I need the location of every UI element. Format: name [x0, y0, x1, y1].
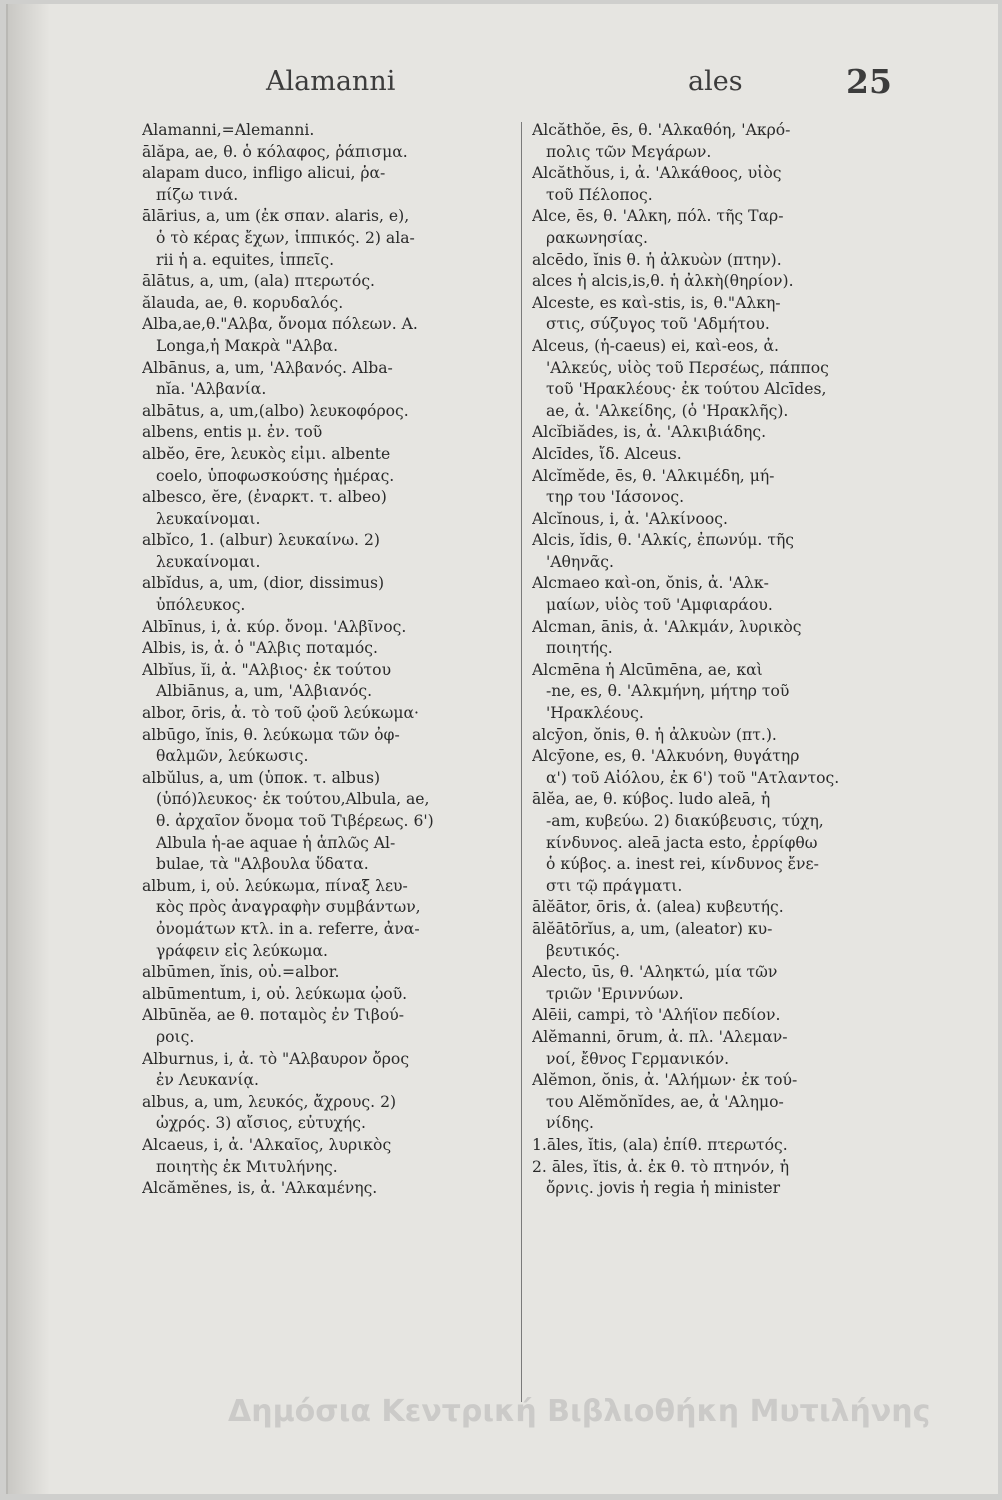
page-fold-shadow — [8, 4, 50, 1494]
entry-continuation-line: νίδης. — [546, 1114, 595, 1133]
entry-continuation-line: ποιητὴς ἐκ Μιτυλήνης. — [156, 1157, 338, 1176]
dictionary-entry-line: Alcămĕnes, is, ἀ. 'Αλκαμένης. — [142, 1179, 378, 1198]
dictionary-entry-line: Alĕmanni, ōrum, ἀ. πλ. 'Αλεμαν- — [532, 1027, 788, 1046]
entry-continuation-line: ὄρνις. jovis ἡ regia ἡ minister — [546, 1179, 781, 1198]
dictionary-entry-line: Alcmaeo καὶ-on, ŏnis, ἀ. 'Αλκ- — [532, 574, 769, 593]
dictionary-entry-line: Alĕmon, ŏnis, ἀ. 'Αλήμων· ἐκ τού- — [532, 1071, 798, 1090]
left-column — [142, 120, 514, 1200]
entry-continuation-line: bulae, τὰ "Αλβουλα ὕδατα. — [156, 855, 369, 874]
dictionary-entry-line: albus, a, um, λευκός, ἄχρους. 2) — [142, 1092, 397, 1111]
dictionary-entry-line: Alcĭbiădes, is, ἀ. 'Αλκιβιάδης. — [532, 423, 767, 442]
entry-continuation-line: ρακωνησίας. — [546, 228, 648, 247]
dictionary-entry-line: Alamanni,=Alemanni. — [142, 121, 315, 139]
dictionary-entry-line: alcēdo, ĭnis θ. ἡ ἀλκυὼν (πτην). — [532, 250, 782, 269]
dictionary-entry-line: Alba,ae,θ."Αλβα, ὄνομα πόλεων. A. — [142, 315, 418, 334]
dictionary-entry-line: albĭdus, a, um, (dior, dissimus) — [142, 574, 385, 593]
entry-continuation-line: ae, ἀ. 'Αλκείδης, (ὁ 'Ηρακλῆς). — [546, 401, 789, 420]
entry-continuation-line: nĭa. 'Αλβανία. — [156, 380, 267, 399]
entry-continuation-line: τοῦ 'Ηρακλέους· ἐκ τούτου Alcīdes, — [546, 380, 827, 399]
dictionary-entry-line: Alcĭmĕde, ēs, θ. 'Αλκιμέδη, μή- — [532, 466, 775, 485]
entry-continuation-line: βευτικός. — [546, 941, 621, 960]
entry-continuation-line: λευκαίνομαι. — [156, 509, 261, 528]
entry-continuation-line: (ὑπό)λευκος· ἐκ τούτου,Albula, ae, — [156, 790, 430, 809]
dictionary-entry-line: alces ἡ alcis,is,θ. ἡ ἀλκὴ(θηρίον). — [532, 272, 794, 291]
dictionary-entry-line: ālĕa, ae, θ. κύβος. ludo aleā, ἡ — [532, 790, 771, 809]
dictionary-entry-line: albūgo, ĭnis, θ. λεύκωμα τῶν ὀφ- — [142, 725, 400, 744]
dictionary-entry-line: Albānus, a, um, 'Αλβανός. Alba- — [142, 358, 393, 377]
dictionary-entry-line: albūmentum, i, οὐ. λεύκωμα ᾠοῦ. — [142, 984, 408, 1003]
dictionary-entry-line: ălauda, ae, θ. κορυδαλός. — [142, 293, 344, 312]
dictionary-entry-line: Alburnus, i, ἀ. τὸ "Αλβαυρον ὄρος — [142, 1049, 410, 1068]
entry-continuation-line: του Alĕmŏnĭdes, ae, ἀ 'Αλημο- — [546, 1092, 784, 1111]
entry-continuation-line: λευκαίνομαι. — [156, 552, 261, 571]
header-guide-word-left: Alamanni — [266, 66, 396, 97]
entry-continuation-line: κὸς πρὸς ἀναγραφὴν συμβάντων, — [156, 898, 421, 917]
entry-continuation-line: ποιητής. — [546, 639, 613, 658]
entry-continuation-line: Albiānus, a, um, 'Αλβιανός. — [156, 682, 373, 701]
dictionary-entry-line: Alēii, campi, τὸ 'Αλήϊον πεδίον. — [532, 1006, 781, 1025]
entry-continuation-line: Albula ἡ-ae aquae ἡ ἁπλῶς Al- — [156, 833, 396, 852]
dictionary-entry-line: Alcis, ĭdis, θ. 'Αλκίς, ἐπωνύμ. τῆς — [532, 531, 795, 550]
entry-continuation-line: γράφειν εἰς λεύκωμα. — [156, 941, 328, 960]
dictionary-entry-line: Alcăthŏe, ēs, θ. 'Αλκαθόη, 'Ακρό- — [532, 121, 791, 139]
entry-continuation-line: -ne, es, θ. 'Αλκμήνη, μήτηρ τοῦ — [546, 682, 790, 701]
dictionary-entry-line: Alcīdes, ἴδ. Alceus. — [532, 444, 682, 463]
book-page — [6, 4, 998, 1494]
entry-continuation-line: ὑπόλευκος. — [156, 596, 246, 615]
dictionary-entry-line: Alceste, es καὶ-stis, is, θ."Αλκη- — [532, 293, 781, 312]
dictionary-entry-line: Albĭus, ĭi, ἀ. "Αλβιος· ἐκ τούτου — [142, 660, 392, 679]
dictionary-entry-line: ālĕātōrĭus, a, um, (aleator) κυ- — [532, 919, 773, 938]
entry-continuation-line: ὠχρός. 3) αἴσιος, εὐτυχής. — [156, 1114, 366, 1133]
page-header — [8, 62, 998, 116]
dictionary-entry-line: albesco, ĕre, (ἐναρκτ. τ. albeo) — [142, 488, 387, 507]
dictionary-entry-line: albūmen, ĭnis, οὐ.=albor. — [142, 963, 340, 982]
dictionary-entry-line: Alceus, (ἡ-caeus) ei, καὶ-eos, ἀ. — [532, 336, 780, 355]
entry-continuation-line: στι τῷ πράγματι. — [546, 876, 683, 895]
dictionary-entry-line: ālārius, a, um (ἐκ σπαν. alaris, e), — [142, 207, 410, 226]
dictionary-entry-line: album, i, οὐ. λεύκωμα, πίναξ λευ- — [142, 876, 408, 895]
entry-continuation-line: 'Ηρακλέους. — [546, 704, 644, 723]
entry-continuation-line: θ. ἀρχαῖον ὄνομα τοῦ Τιβέρεως. 6') — [156, 812, 434, 830]
entry-continuation-line: ὀνομάτων κτλ. in a. referre, ἀνα- — [156, 919, 420, 938]
entry-continuation-line: τοῦ Πέλοπος. — [546, 185, 653, 204]
entry-continuation-line: 'Αλκεύς, υἱὸς τοῦ Περσέως, πάππος — [546, 358, 829, 377]
dictionary-entry-line: Albis, is, ἀ. ὁ "Αλβις ποταμός. — [142, 639, 378, 658]
entry-continuation-line: -am, κυβεύω. 2) διακύβευσις, τύχη, — [546, 812, 824, 830]
entry-continuation-line: πολις τῶν Μεγάρων. — [546, 142, 712, 161]
dictionary-entry-line: ālăpa, ae, θ. ὁ κόλαφος, ῥάπισμα. — [142, 142, 408, 161]
dictionary-entry-line: 2. āles, ĭtis, ἀ. ἐκ θ. τὸ πτηνόν, ἡ — [532, 1157, 790, 1176]
dictionary-entry-line: albŭlus, a, um (ὑποκ. τ. albus) — [142, 768, 381, 787]
entry-continuation-line: Longa,ἡ Μακρὰ "Αλβα. — [156, 336, 339, 355]
entry-continuation-line: τριῶν 'Εριννύων. — [546, 984, 684, 1003]
dictionary-entry-line: Alce, ēs, θ. 'Αλκη, πόλ. τῆς Ταρ- — [532, 207, 784, 226]
entry-continuation-line: 'Αθηνᾶς. — [546, 552, 614, 571]
dictionary-entry-line: alcȳon, ŏnis, θ. ἡ ἀλκυὼν (πτ.). — [532, 725, 777, 744]
dictionary-entry-line: albens, entis μ. ἐν. τοῦ — [142, 423, 323, 442]
library-watermark: Δημόσια Κεντρική Βιβλιοθήκη Μυτιλήνης — [228, 1394, 931, 1429]
page-number: 25 — [846, 62, 892, 101]
entry-continuation-line: α') τοῦ Αἰόλου, ἐκ 6') τοῦ "Ατλαντος. — [546, 768, 840, 787]
dictionary-entry-line: Alcman, ānis, ἀ. 'Αλκμάν, λυρικὸς — [532, 617, 802, 636]
column-divider — [521, 122, 522, 1402]
entry-continuation-line: τηρ του 'Ιάσονος. — [546, 488, 685, 507]
dictionary-entry-line: Albūnĕa, ae θ. ποταμὸς ἐν Τιβού- — [142, 1006, 405, 1025]
entry-continuation-line: θαλμῶν, λεύκωσις. — [156, 747, 309, 766]
entry-continuation-line: στις, σύζυγος τοῦ 'Αδμήτου. — [546, 315, 770, 334]
entry-continuation-line: μαίων, υἱὸς τοῦ 'Αμφιαράου. — [546, 596, 773, 615]
dictionary-entry-line: ālĕātor, ōris, ἀ. (alea) κυβευτής. — [532, 898, 784, 917]
entry-continuation-line: νοί, ἔθνος Γερμανικόν. — [546, 1049, 730, 1068]
entry-continuation-line: ροις. — [156, 1027, 195, 1046]
entry-continuation-line: rii ἡ a. equites, ἱππεῖς. — [156, 250, 335, 269]
dictionary-entry-line: Albīnus, i, ἀ. κύρ. ὄνομ. 'Αλβῖνος. — [142, 617, 407, 636]
header-guide-word-right: ales — [688, 66, 743, 97]
entry-continuation-line: ὁ κύβος. a. inest rei, κίνδυνος ἔνε- — [546, 855, 819, 874]
dictionary-entry-line: albor, ōris, ἀ. τὸ τοῦ ᾠοῦ λεύκωμα· — [142, 704, 419, 723]
right-column — [532, 120, 904, 1200]
dictionary-entry-line: albĕo, ēre, λευκὸς εἰμι. albente — [142, 444, 391, 463]
dictionary-entry-line: albĭco, 1. (albur) λευκαίνω. 2) — [142, 531, 380, 550]
dictionary-entry-line: albātus, a, um,(albo) λευκοφόρος. — [142, 401, 409, 420]
dictionary-entry-line: Alcaeus, i, ἀ. 'Αλκαῖος, λυρικὸς — [142, 1135, 392, 1154]
entry-continuation-line: ὁ τὸ κέρας ἔχων, ἱππικός. 2) ala- — [156, 228, 415, 247]
dictionary-entry-line: Alecto, ūs, θ. 'Αληκτώ, μία τῶν — [532, 963, 778, 982]
entry-continuation-line: κίνδυνος. aleā jacta esto, ἐρρίφθω — [546, 833, 818, 852]
dictionary-entry-line: Alcȳone, es, θ. 'Αλκυόνη, θυγάτηρ — [532, 747, 800, 766]
dictionary-entry-line: Alcmēna ἡ Alcūmēna, ae, καὶ — [532, 660, 763, 679]
entry-continuation-line: πίζω τινά. — [156, 185, 239, 204]
dictionary-entry-line: 1.āles, ĭtis, (ala) ἐπίθ. πτερωτός. — [532, 1135, 788, 1154]
entry-continuation-line: ἐν Λευκανίᾳ. — [156, 1071, 259, 1090]
dictionary-entry-line: ālātus, a, um, (ala) πτερωτός. — [142, 272, 376, 291]
dictionary-entry-line: Alcĭnous, i, ἀ. 'Αλκίνοος. — [532, 509, 728, 528]
entry-continuation-line: coelo, ὑποφωσκούσης ἡμέρας. — [156, 466, 395, 485]
dictionary-entry-line: alapam duco, infligo alicui, ῥα- — [142, 164, 386, 183]
dictionary-entry-line: Alcăthŏus, i, ἀ. 'Αλκάθοος, υἱὸς — [532, 164, 782, 183]
